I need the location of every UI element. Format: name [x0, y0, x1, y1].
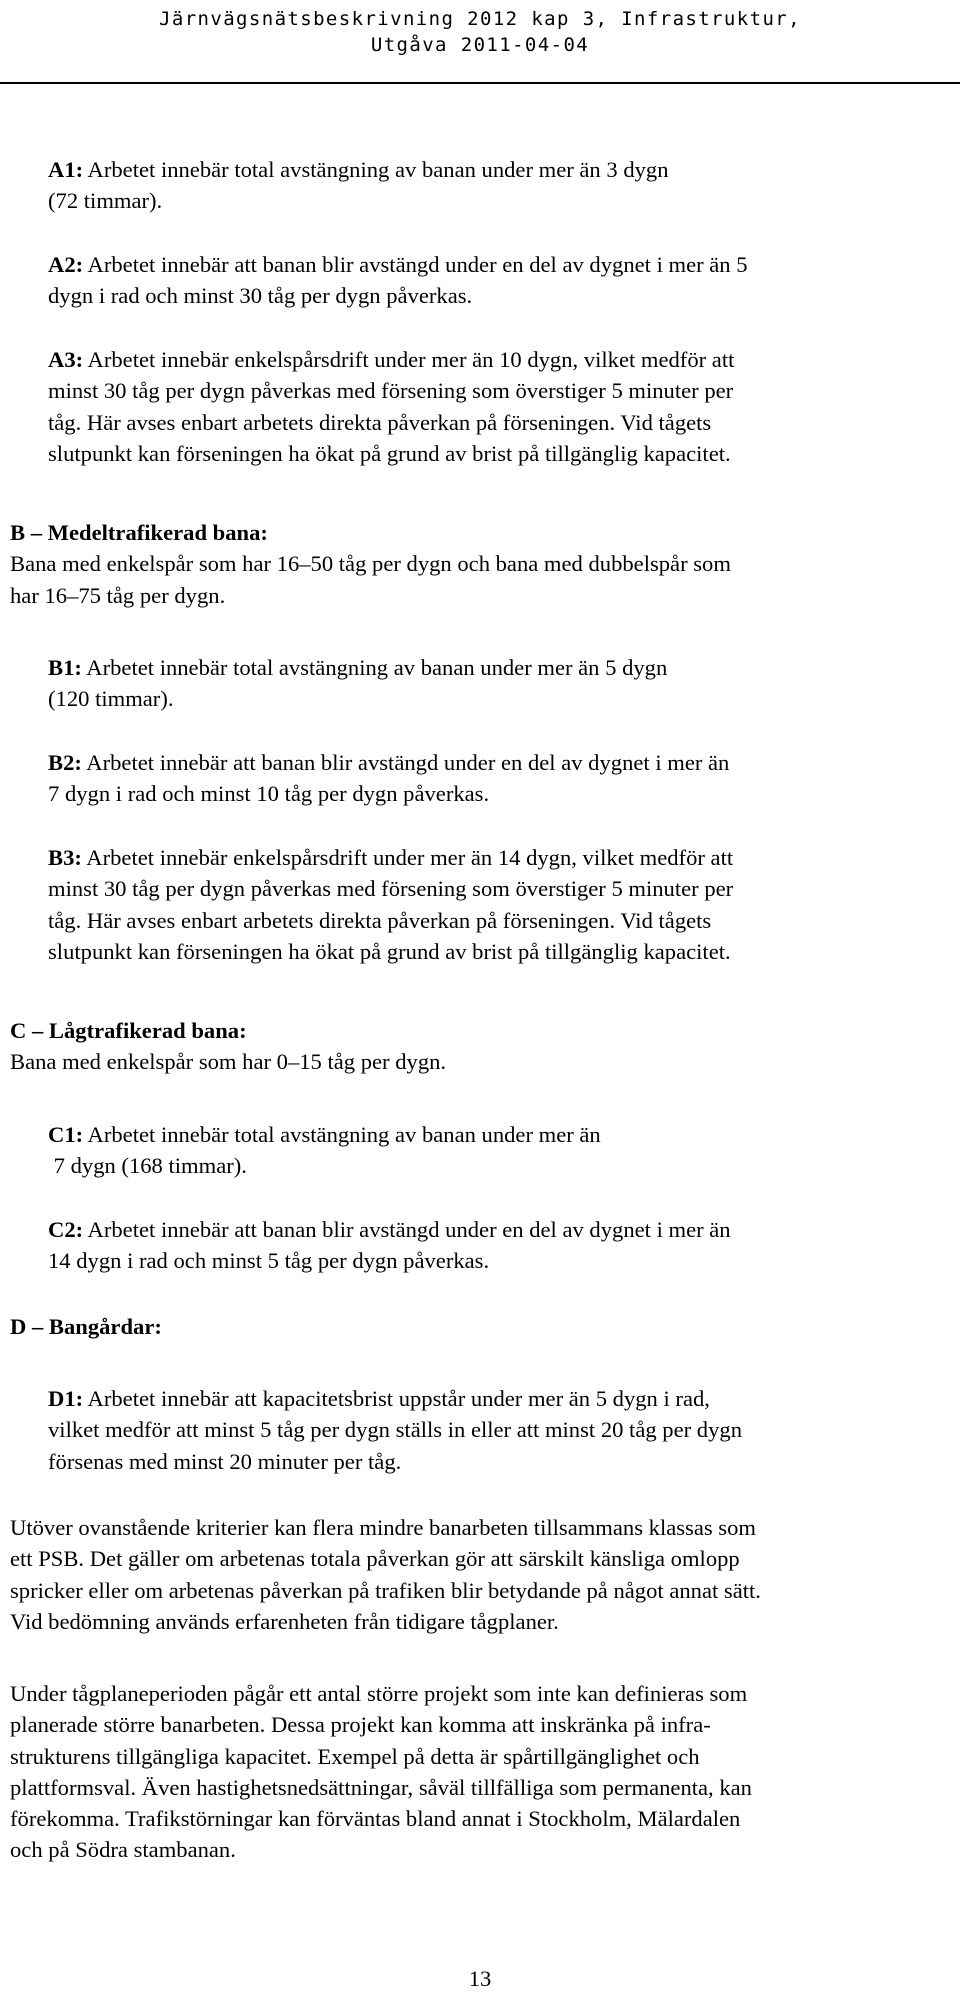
paragraph-a2 [48, 249, 748, 312]
criterion-label: B1: [48, 655, 82, 680]
paragraph-c2 [48, 1214, 731, 1277]
section-c [10, 1015, 446, 1078]
text-line: Arbetet innebär enkelspårsdrift under mer än 14 dygn, vilket medför att [81, 845, 734, 870]
paragraph-b1 [48, 652, 667, 715]
text-line: Arbetet innebär total avstängning av banan under mer än 5 dygn [81, 655, 668, 680]
criterion-label: B3: [48, 845, 82, 870]
paragraph-b3 [48, 842, 733, 967]
text-line: ett PSB. Det gäller om arbetenas totala påverkan gör att särskilt känsliga omlopp [10, 1546, 740, 1572]
text-line: Utöver ovanstående kriterier kan flera mindre banarbeten tillsammans klassas som [10, 1515, 756, 1540]
text-line: (72 timmar). [48, 188, 163, 214]
paragraph-projects [10, 1678, 752, 1866]
text-line: Vid bedömning används erfarenheten från tidigare tågplaner. [10, 1608, 559, 1634]
text-line: Arbetet innebär att banan blir avstängd under en del av dygnet i mer än [83, 1217, 731, 1242]
page-header [0, 6, 960, 58]
text-line: planerade större banarbeten. Dessa projekt kan komma att inskränka på infra- [10, 1712, 711, 1738]
text-line: Arbetet innebär att kapacitetsbrist uppstår under mer än 5 dygn i rad, [83, 1386, 710, 1411]
text-line: minst 30 tåg per dygn påverkas med försening som överstiger 5 minuter per [48, 876, 734, 902]
criterion-label: C2: [48, 1217, 84, 1242]
criterion-label: A3: [48, 347, 84, 372]
text-line: tåg. Här avses enbart arbetets direkta påverkan på förseningen. Vid tågets [48, 907, 712, 933]
header-date: Utgåva 2011-04-04 [370, 34, 590, 56]
text-line: Arbetet innebär total avstängning av banan under mer än 3 dygn [83, 157, 669, 182]
criterion-label: A2: [48, 252, 84, 277]
text-line: Arbetet innebär total avstängning av banan under mer än [83, 1122, 601, 1147]
text-line: plattformsval. Även hastighetsnedsättningar, såväl tillfälliga som permanenta, kan [10, 1774, 752, 1800]
text-line: förekomma. Trafikstörningar kan förväntas bland annat i Stockholm, Mälardalen [10, 1806, 741, 1832]
header-rule [0, 82, 960, 84]
paragraph-d1 [48, 1383, 742, 1477]
section-heading: C – Lågtrafikerad bana: [10, 1018, 247, 1043]
text-line: slutpunkt kan förseningen ha ökat på grund av brist på tillgänglig kapacitet. [48, 440, 731, 466]
text-line: vilket medför att minst 5 tåg per dygn ställs in eller att minst 20 tåg per dygn [48, 1417, 742, 1443]
text-line: Arbetet innebär att banan blir avstängd under en del av dygnet i mer än [81, 750, 730, 775]
header-title: Järnvägsnätsbeskrivning 2012 kap 3, Infrastruktur, [159, 8, 801, 30]
text-line: har 16–75 tåg per dygn. [10, 582, 226, 608]
text-line: Bana med enkelspår som har 0–15 tåg per dygn. [10, 1049, 447, 1075]
section-d [10, 1311, 162, 1342]
text-line: 14 dygn i rad och minst 5 tåg per dygn påverkas. [48, 1248, 490, 1274]
text-line: (120 timmar). [48, 686, 174, 712]
text-line: 7 dygn (168 timmar). [48, 1153, 247, 1179]
paragraph-a3 [48, 344, 734, 469]
text-line: tåg. Här avses enbart arbetets direkta påverkan på förseningen. Vid tågets [48, 409, 712, 435]
criterion-label: B2: [48, 750, 82, 775]
text-line: Arbetet innebär enkelspårsdrift under mer än 10 dygn, vilket medför att [83, 347, 735, 372]
section-b [10, 517, 731, 611]
text-line: försenas med minst 20 minuter per tåg. [48, 1448, 402, 1474]
text-line: strukturens tillgängliga kapacitet. Exempel på detta är spårtillgänglighet och [10, 1743, 700, 1769]
paragraph-combined-works [10, 1512, 761, 1637]
text-line: spricker eller om arbetenas påverkan på trafiken blir betydande på något annat sätt. [10, 1577, 761, 1603]
section-heading: D – Bangårdar: [10, 1314, 162, 1339]
text-line: 7 dygn i rad och minst 10 tåg per dygn påverkas. [48, 781, 490, 807]
text-line: Bana med enkelspår som har 16–50 tåg per dygn och bana med dubbelspår som [10, 551, 731, 577]
text-line: Arbetet innebär att banan blir avstängd under en del av dygnet i mer än 5 [83, 252, 748, 277]
text-line: slutpunkt kan förseningen ha ökat på grund av brist på tillgänglig kapacitet. [48, 938, 731, 964]
text-line: dygn i rad och minst 30 tåg per dygn påverkas. [48, 283, 473, 309]
section-heading: B – Medeltrafikerad bana: [10, 520, 268, 545]
text-line: och på Södra stambanan. [10, 1837, 236, 1863]
criterion-label: D1: [48, 1386, 84, 1411]
text-line: Under tågplaneperioden pågår ett antal större projekt som inte kan definieras som [10, 1681, 748, 1706]
paragraph-a1 [48, 154, 669, 217]
criterion-label: C1: [48, 1122, 84, 1147]
paragraph-c1 [48, 1119, 601, 1182]
criterion-label: A1: [48, 157, 84, 182]
page-number: 13 [468, 1966, 492, 1991]
paragraph-b2 [48, 747, 729, 810]
text-line: minst 30 tåg per dygn påverkas med försening som överstiger 5 minuter per [48, 378, 734, 404]
